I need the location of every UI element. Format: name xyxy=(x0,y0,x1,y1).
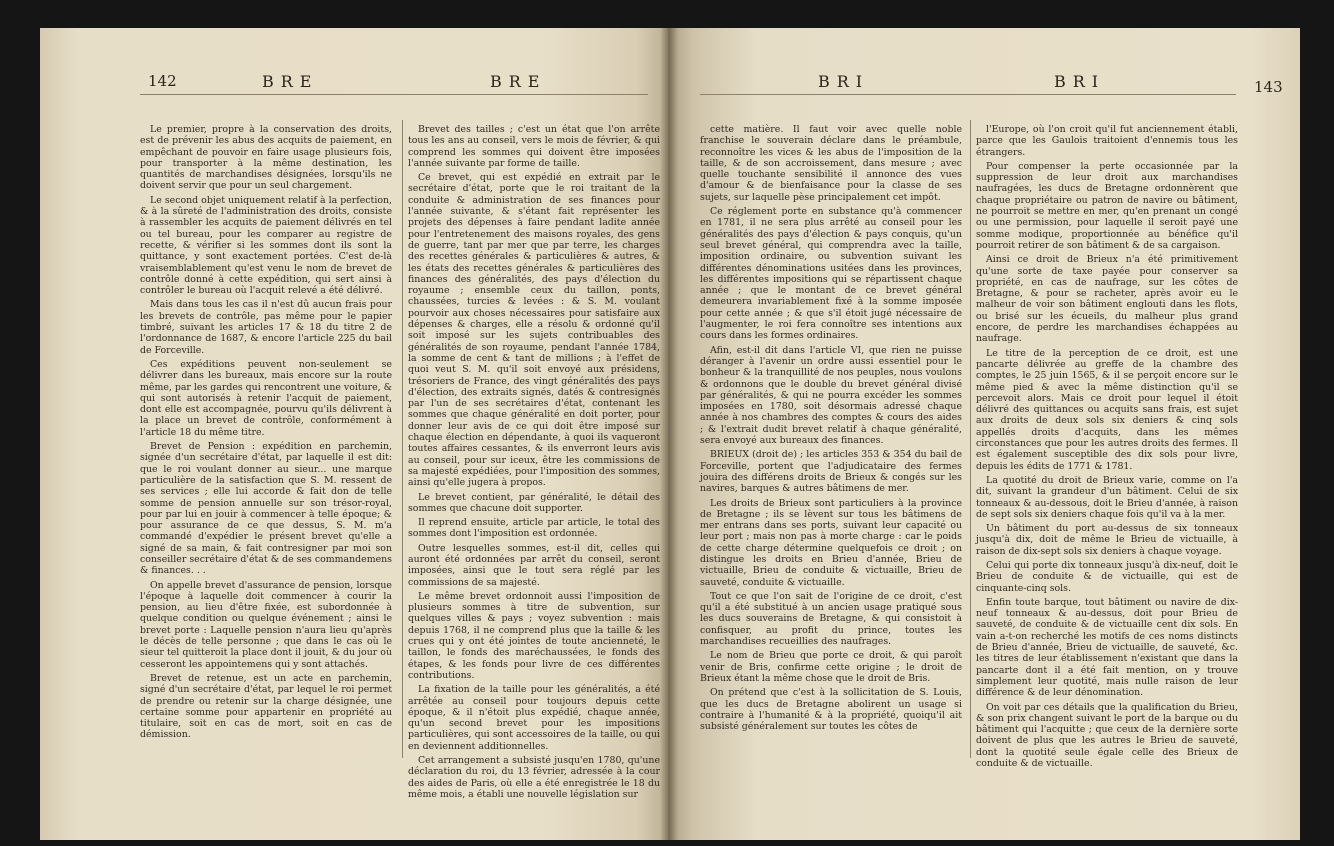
paragraph: Le même brevet ordonnoit aussi l'imposition de plusieurs sommes à titre de subvention, sur quelques villes & pays ; voyez subvention : mais depuis 1768, il ne comprend plus que la taille & les crues qui y ont été jointes de toute ancienneté, le taillon, le fonds des maréchaussées, le fonds des étapes, & les fonds pour livre de ces différentes contributions. xyxy=(408,590,660,681)
paragraph: Brevet de Pension : expédition en parchemin, signée d'un secrétaire d'état, par laquelle il est dit: que le roi voulant donner au sieur... une marque particulière de la satisfaction que S. M. ressent de ses services ; elle lui accorde & fait don de telle somme de pension annuelle sur son trésor-royal, pour par lui en jouir à commencer à telle époque; & pour assurance de ce que dessus, S. M. m'a commandé d'expédier le présent brevet qu'elle a signé de sa main, & fait contresigner par moi son conseiller secrétaire d'état & de ses commandemens & finances. . . xyxy=(140,441,392,577)
right-page xyxy=(668,28,1300,840)
running-head-right-2: BRI xyxy=(1054,72,1106,91)
left-page-column-2 xyxy=(408,124,660,800)
paragraph: Celui qui porte dix tonneaux jusqu'à dix-neuf, doit le Brieu de conduite & de victuaille, qui est de cinquante-cinq sols. xyxy=(976,559,1238,594)
page-number-left: 142 xyxy=(148,72,177,90)
paragraph: Le brevet contient, par généralité, le détail des sommes que chacune doit supporter. xyxy=(408,491,660,514)
column-rule-right xyxy=(970,120,971,758)
paragraph: Brevet des tailles ; c'est un état que l'on arrête tous les ans au conseil, vers le mois de février, & qui comprend les sommes qui doivent être imposées l'année suivante par forme de taille. xyxy=(408,124,660,169)
right-page-column-2 xyxy=(976,124,1238,770)
paragraph: La fixation de la taille pour les généralités, a été arrêtée au conseil pour toujours depuis cette époque, & il n'étoit plus expédié, chaque année, qu'un second brevet pour les impositions particulières, qui sont accessoires de la taille, ou qui en deviennent additionnelles. xyxy=(408,684,660,752)
paragraph: l'Europe, où l'on croit qu'il fut anciennement établi, parce que les Gaulois traitoient d'ennemis tous les étrangers. xyxy=(976,124,1238,158)
running-head-left-2: BRE xyxy=(490,72,547,91)
paragraph: Il reprend ensuite, article par article, le total des sommes dont l'imposition est ordonnée. xyxy=(408,517,660,540)
right-page-column-1 xyxy=(700,124,962,770)
book-gutter xyxy=(660,28,678,840)
paragraph: Brevet de retenue, est un acte en parchemin, signé d'un secrétaire d'état, par lequel le roi permet de prendre ou retenir sur la charge désignée, une certaine somme pour appartenir en propriété au titulaire, soit en cas de mort, soit en cas de démission. xyxy=(140,672,392,741)
header-rule-right xyxy=(700,94,1236,95)
left-page xyxy=(40,28,668,840)
paragraph: Le second objet uniquement relatif à la perfection, & à la sûreté de l'administration des droits, consiste à rassembler les acquits de paiement délivrés en tel ou tel bureau, pour les comparer au registre de recette, & vérifier si les sommes dont ils sont la quittance, y sont exactement portées. C'est de-là vraisemblablement qu'est venu le nom de brevet de contrôle donné à cette expédition, qui sert ainsi à contrôler le bureau où l'acquit relevé a été délivré. xyxy=(140,194,392,297)
paragraph: Cet arrangement a subsisté jusqu'en 1780, qu'une déclaration du roi, du 13 février, adressée à la cour des aides de Paris, où elle a été enregistrée le 18 du même mois, a établi une nouvelle législation sur xyxy=(408,755,660,800)
paragraph: Tout ce que l'on sait de l'origine de ce droit, c'est qu'il a été substitué à un ancien usage pratiqué sous les ducs souverains de Bretagne, & qui consistoit à confisquer, au profit du prince, toutes les marchandises recueillies des naufrages. xyxy=(700,590,962,648)
paragraph: Les droits de Brieux sont particuliers à la province de Bretagne ; ils se lèvent sur tous les bâtimens de mer entrans dans ses ports, suivant leur capacité ou leur port ; mais non pas à morte charge : car le poids de cette charge détermine quelquefois ce droit ; on distingue les droits en Brieu d'année, Brieu de victuaille, Brieu de conduite & victuaille, Brieu de sauveté, conduite & victuaille. xyxy=(700,497,962,588)
left-page-column-1 xyxy=(140,124,392,770)
paragraph: Le nom de Brieu que porte ce droit, & qui paroît venir de Bris, confirme cette origine ; le droit de Brieux étant la même chose que le droit de Bris. xyxy=(700,650,962,684)
running-head-right-1: BRI xyxy=(818,72,870,91)
header-rule-left xyxy=(140,94,648,95)
paragraph: Ce brevet, qui est expédié en extrait par le secrétaire d'état, porte que le roi traitant de la conduite & administration de ses finances pour l'année suivante, & s'étant fait représenter les projets des dépenses à faire pendant ladite année pour l'entretenement des maisons royales, des gens de guerre, tant par mer que par terre, les charges des recettes générales & particulières & autres, & les états des recettes générales & particulières des finances des généralités, des pays d'élection du royaume ; ensemble ceux du taillon, ponts, chaussées, turcies & levées : & S. M. voulant pourvoir aux choses nécessaires pour satisfaire aux dépenses & charges, elle a résolu & ordonné qu'il soit imposé sur les sujets contribuables des généralités de son royaume, pendant l'année 1784, la somme de cent & tant de millions ; à l'effet de quoi veut S. M. qu'il soit envoyé aux présidens, trésoriers de France, des vingt généralités des pays d'élection, des extraits signés, datés & contresignés par l'un de ses secrétaires d'état, contenant les sommes que chaque généralité en doit porter, pour donner leur avis de ce qui doit être imposé sur chaque élection en dépendante, à quoi ils vaqueront toutes affaires cessantes, & ils enverront leurs avis au conseil, pour sur iceux, être les commissions de sa majesté expédiées, pour l'imposition des sommes, ainsi qu'elle jugera à propos. xyxy=(408,172,660,489)
paragraph: Mais dans tous les cas il n'est dû aucun frais pour les brevets de contrôle, pas même pour le papier timbré, suivant les articles 17 & 18 du titre 2 de l'ordonnance de 1687, & encore l'article 225 du bail de Forceville. xyxy=(140,299,392,356)
paragraph: On appelle brevet d'assurance de pension, lorsque l'époque à laquelle doit commencer à courir la pension, au lieu d'être fixée, est subordonnée à quelque condition ou quelque événement ; ainsi le brevet porte : Laquelle pension n'aura lieu qu'après le décès de telle personne ; que dans le cas où le sieur tel quitteroit la place dont il jouit, & du jour où cesseront les appointemens qui y sont attachés. xyxy=(140,579,392,670)
paragraph: Afin, est-il dit dans l'article VI, que rien ne puisse déranger à l'avenir un ordre aussi essentiel pour le bonheur & la tranquillité de nos peuples, nous voulons & ordonnons que le double du brevet général divisé par généralités, & qui ne pourra excéder les sommes imposées en 1780, soit désormais adressé chaque année à nos chambres des comptes & cours des aides ; & l'extrait dudit brevet relatif à chaque généralité, sera envoyé aux bureaux des finances. xyxy=(700,344,962,447)
paragraph: La quotité du droit de Brieux varie, comme on l'a dit, suivant la grandeur d'un bâtiment. Celui de six tonneaux & au-dessous, doit le Brieu d'année, à raison de sept sols six deniers chaque fois qu'il va à la mer. xyxy=(976,474,1238,520)
paragraph: On prétend que c'est à la sollicitation de S. Louis, que les ducs de Bretagne abolirent un usage si contraire à l'humanité & à la propriété, quoiqu'il ait subsisté généralement sur toutes les côtes de xyxy=(700,687,962,733)
paragraph: Ce réglement porte en substance qu'à commencer en 1781, il ne sera plus arrêté au conseil pour les généralités des pays d'élection & pays conquis, qu'un seul brevet général, qui comprendra avec la taille, imposition ordinaire, ou subvention suivant les différentes dénominations usitées dans les provinces, les différentes impositions qui se répartissent chaque année ; que le montant de ce brevet général demeurera invariablement fixé à la somme imposée pour cette année ; & que s'il étoit jugé nécessaire de l'augmenter, le roi fera connoître ses intentions aux cours dans les formes ordinaires. xyxy=(700,206,962,342)
paragraph: Le premier, propre à la conservation des droits, est de prévenir les abus des acquits de paiement, en empêchant de pouvoir en faire usage plusieurs fois, pour transporter à la même destination, les quantités de marchandises désignées, lorsqu'ils ne doivent servir que pour un seul chargement. xyxy=(140,124,392,192)
page-number-right: 143 xyxy=(1254,78,1283,96)
paragraph: Le titre de la perception de ce droit, est une pancarte délivrée au greffe de la chambre des comptes, le 25 juin 1565, & il se perçoit encore sur le même pied & avec la même distinction qu'il se percevoit alors. Mais ce droit pour lequel il étoit délivré des quittances ou acquits sans frais, est sujet aux droits de deux sols six deniers & cinq sols appellés droits d'acquits, dans les mêmes circonstances que pour les autres droits des fermes. Il est également susceptible des dix sols pour livre, depuis les édits de 1771 & 1781. xyxy=(976,347,1238,472)
paragraph: Outre lesquelles sommes, est-il dit, celles qui auront été ordonnées par arrêt du conseil, seront imposées, ainsi que le tout sera réglé par les commissions de sa majesté. xyxy=(408,542,660,588)
paragraph: Enfin toute barque, tout bâtiment ou navire de dix-neuf tonneaux & au-dessus, doit pour Brieu de sauveté, de conduite & de victuaille cent dix sols. En vain a-t-on recherché les motifs de ces noms distincts de Brieu d'année, Brieu de victuaille, de sauveté, &c. les titres de leur établissement n'existant que dans la pancarte dont il a été fait mention, on y trouve simplement leur quotité, mais nulle raison de leur différence & de leur dénomination. xyxy=(976,596,1238,699)
paragraph: On voit par ces détails que la qualification du Brieu, & son prix changent suivant le port de la barque ou du bâtiment qui l'acquitte ; que ceux de la dernière sorte doivent de plus que les autres le Brieu de sauveté, dont la quotité seule égale celle des Brieux de conduite & de victuaille. xyxy=(976,701,1238,770)
running-head-left-1: BRE xyxy=(262,72,319,91)
paragraph: cette matière. Il faut voir avec quelle noble franchise le souverain déclare dans le préambule, reconnoître les vices & les abus de l'imposition de la taille, & de son accroissement, dans mesure ; avec quelle touchante sensibilité il annonce des vues d'amour & de bienfaisance pour la classe de ses sujets, sur laquelle pèse principalement cet impôt. xyxy=(700,124,962,203)
paragraph: Ainsi ce droit de Brieux n'a été primitivement qu'une sorte de taxe payée pour conserver sa propriété, en cas de naufrage, sur les côtes de Bretagne, & pour se racheter, après avoir eu le malheur de voir son bâtiment englouti dans les flots, ou brisé sur les écueils, du malheur plus grand encore, de perdre les marchandises échappées au naufrage. xyxy=(976,254,1238,345)
paragraph: Ces expéditions peuvent non-seulement se délivrer dans les bureaux, mais encore sur la route même, par les gardes qui rencontrent une voiture, & qui sont autorisés à retenir l'acquit de paiement, dont elle est accompagnée, pourvu qu'ils délivrent à la place un brevet de contrôle, conformément à l'article 18 du même titre. xyxy=(140,358,392,438)
paragraph: Un bâtiment du port au-dessus de six tonneaux jusqu'à dix, doit de même le Brieu de victuaille, à raison de dix-sept sols six deniers à chaque voyage. xyxy=(976,523,1238,557)
paragraph: Pour compenser la perte occasionnée par la suppression de leur droit aux marchandises naufragées, les ducs de Bretagne ordonnèrent que chaque propriétaire ou patron de navire ou bâtiment, ne pourroit se mettre en mer, qu'en prenant un congé ou une permission, pour laquelle il seroit payé une somme modique, proportionnée au bénéfice qu'il pourroit retirer de son bâtiment & de sa cargaison. xyxy=(976,160,1238,251)
column-rule-left xyxy=(402,120,403,758)
paragraph: BRIEUX (droit de) ; les articles 353 & 354 du bail de Forceville, portent que l'adjudicataire des fermes jouira des différens droits de Brieux & congés sur les navires, barques & autres bâtimens de mer. xyxy=(700,449,962,495)
